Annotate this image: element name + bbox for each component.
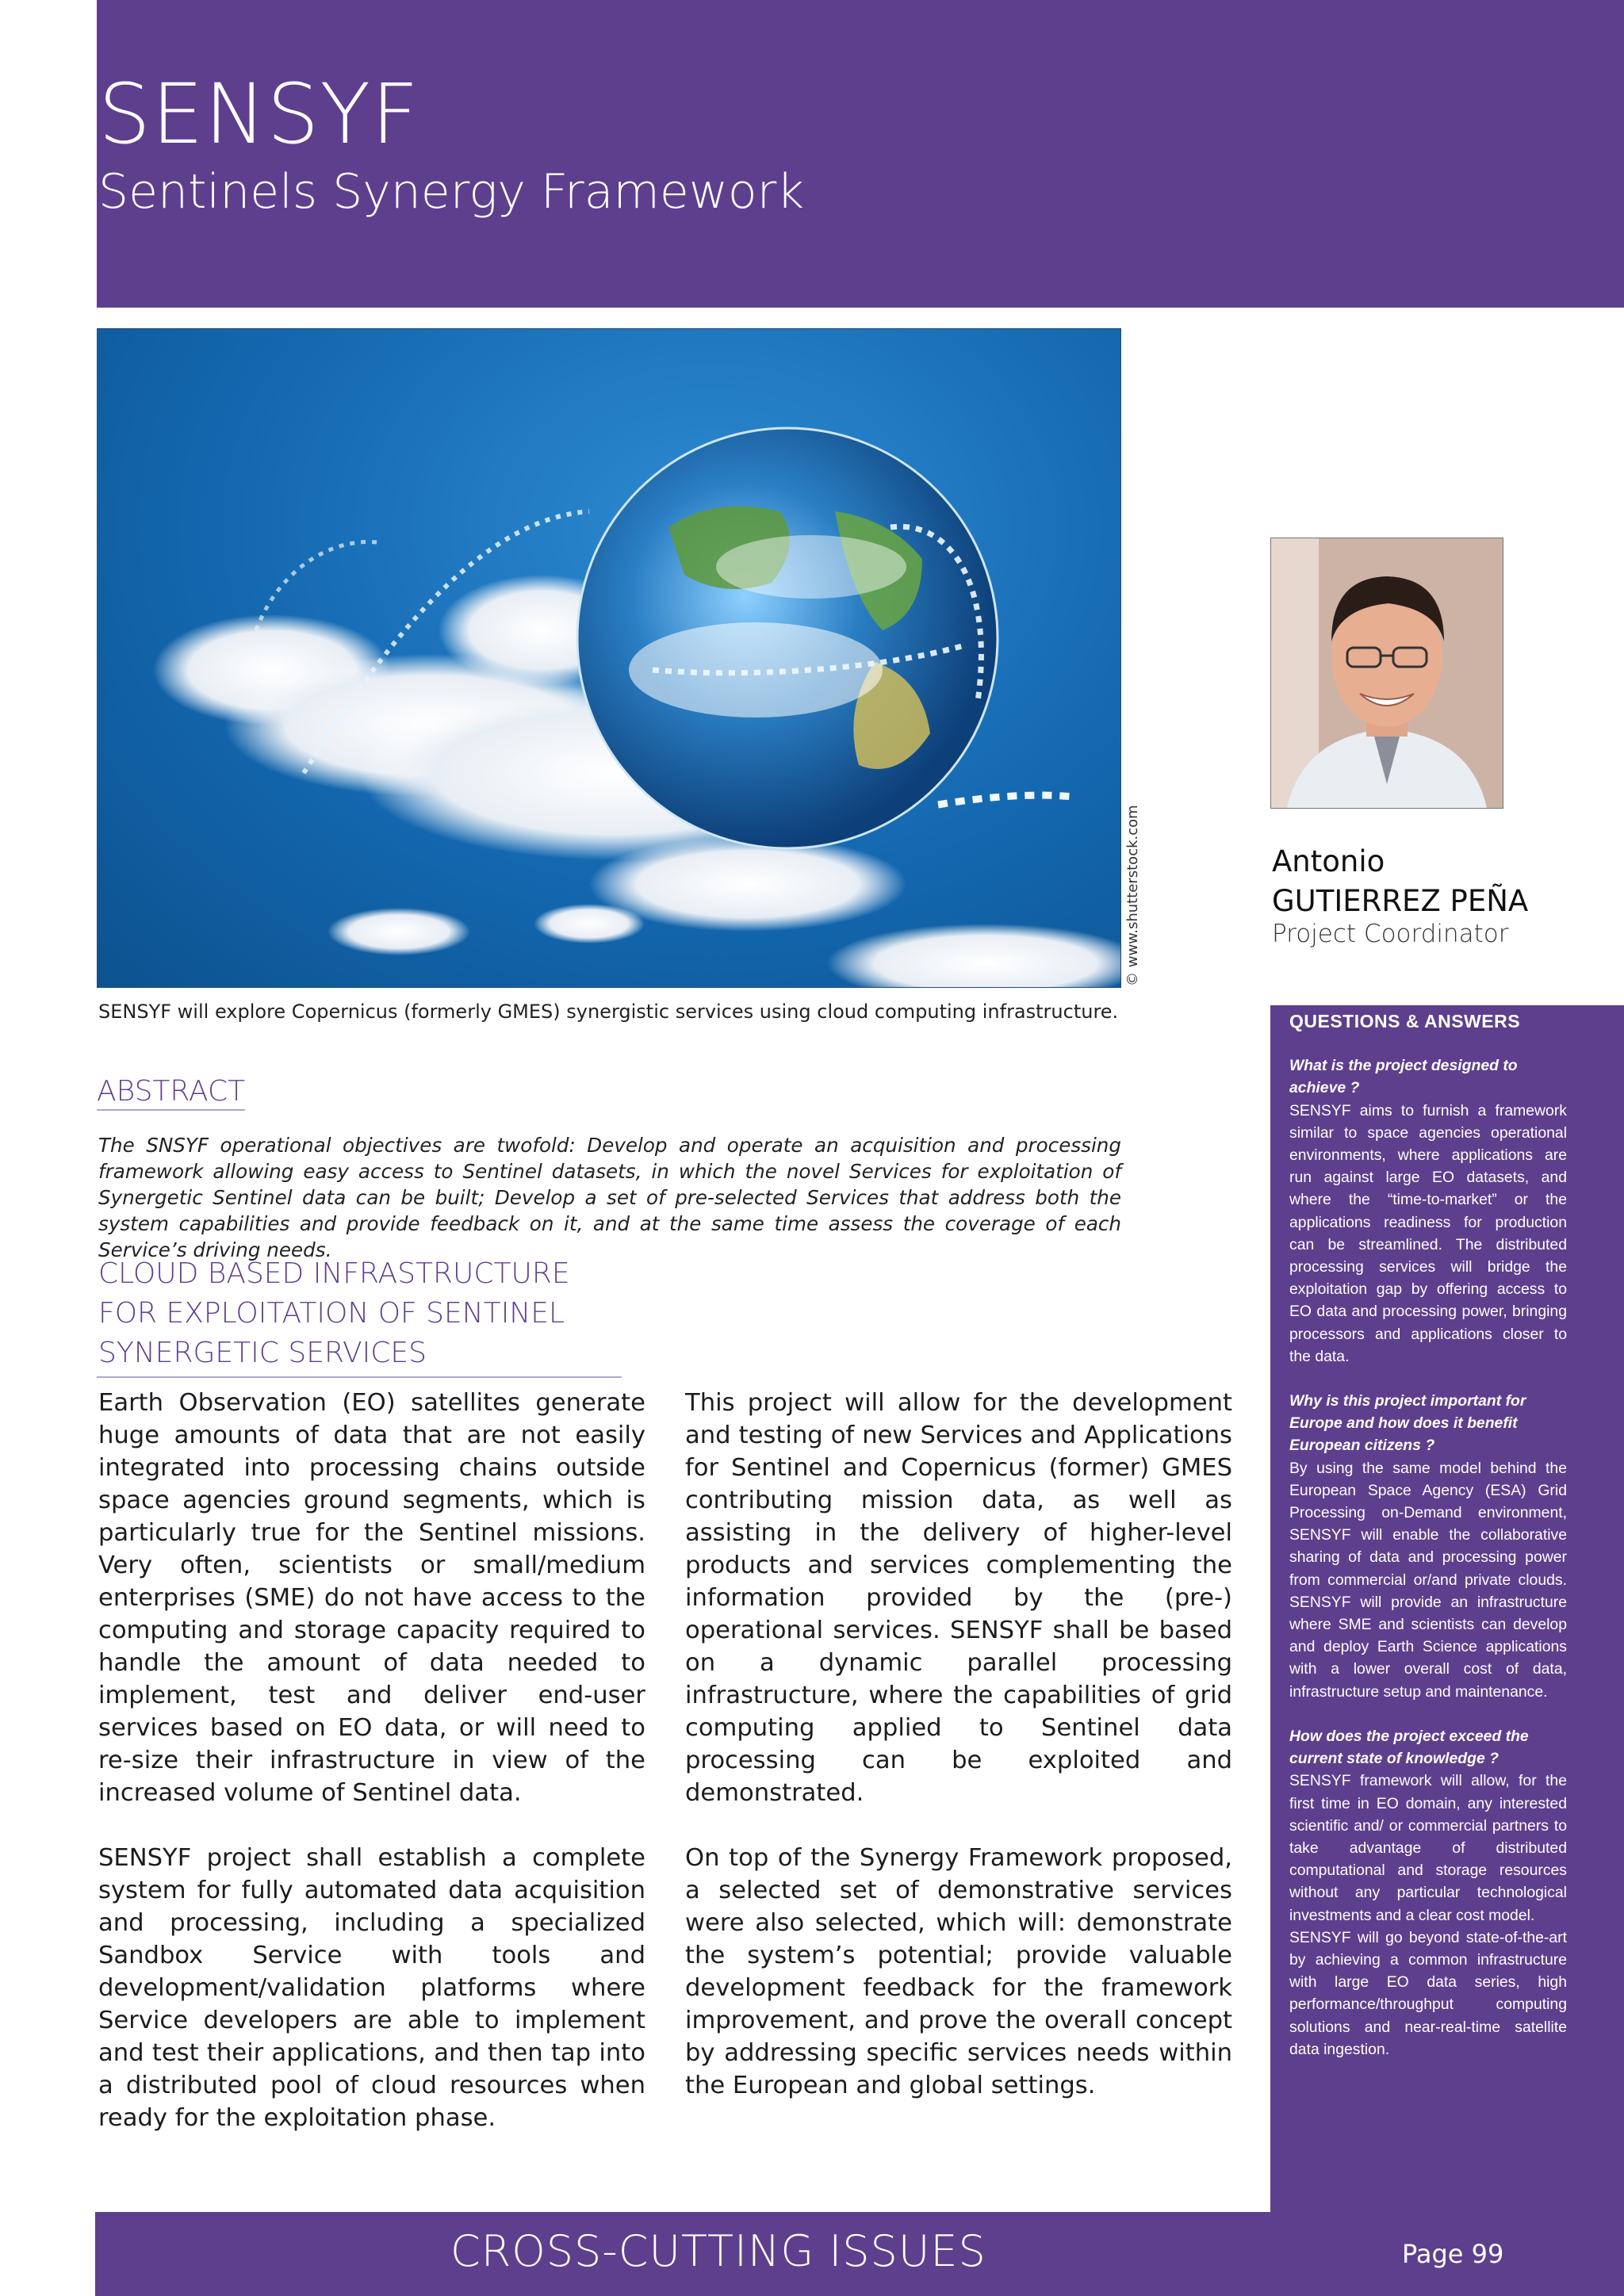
body-paragraph: On top of the Synergy Framework proposed, a selected set of demonstrative services were also selected, which will: demonstrate the system’s potential; provide valuable development feedback for the framework improvement, and prove the overall concept by addressing specific services needs within the European and global settings. <box>685 1844 1232 2099</box>
page-number: Page 99 <box>1402 2239 1504 2269</box>
page-title: SENSYF <box>98 66 419 163</box>
footer-section-title: CROSS-CUTTING ISSUES <box>450 2226 986 2276</box>
body-paragraph: This project will allow for the development and testing of new Services and Applications for Sentinel and Copernicus (former) GMES contributing mission data, as well as assisting in the delivery of higher-level products and services complementing the information provided by the (pre-) operational services. SENSYF shall be based on a dynamic parallel processing infrastructure, where the capabilities of grid computing applied to Sentinel data processing can be exploited and demonstrated. <box>685 1389 1232 1807</box>
section-heading: CLOUD BASED INFRASTRUCTURE FOR EXPLOITATION OF SENTINEL SYNERGETIC SERVICES <box>98 1257 570 1369</box>
qa-answer: By using the same model behind the European Space Agency (ESA) Grid Processing on-Demand environment, SENSYF will enable the collaborative sharing of data and processing power from commercial or/and private clouds. SENSYF will provide an infrastructure where SME and scientists can develop and deploy Earth Science applications with a lower overall cost of data, infrastructure setup and maintenance. <box>1289 1459 1567 1701</box>
portrait-illustration <box>1271 538 1503 808</box>
body-paragraph: Earth Observation (EO) satellites generate huge amounts of data that are not easily integrated into processing chains outside space agencies ground segments, which is particularly true for the Sentinel missions. Very often, scientists or small/medium enterprises (SME) do not have access to the computing and storage capacity required to handle the amount of data needed to implement, test and deliver end-user services based on EO data, or will need to re-size their infrastructure in view of the increased volume of Sentinel data. <box>98 1389 645 1807</box>
qa-question: Why is this project important for Europe and how does it benefit European citizens ? <box>1289 1392 1526 1455</box>
body-column-left <box>98 1387 645 2167</box>
globe-in-sky-illustration <box>98 329 1120 987</box>
image-credit: © www.shutterstock.com <box>1124 805 1141 986</box>
qa-question: What is the project designed to achieve ? <box>1289 1057 1518 1097</box>
abstract-text: The SNSYF operational objectives are twofold: Develop and operate an acquisition and processing framework allowing easy access to Sentinel datasets, in which the novel Services for exploitation of Synergetic Sentinel data can be built; Develop a set of pre-selected Services that address both the system capabilities and provide feedback on it, and at the same time assess the coverage of each Service’s driving needs. <box>98 1134 1121 1261</box>
qa-answer: SENSYF aims to furnish a framework similar to space agencies operational environments, where applications are run against large EO datasets, and where the “time-to-market” or the applications readiness for production can be streamlined. The distributed processing services will bridge the exploitation gap by offering access to EO data and processing power, bringing processors and applications closer to the data. <box>1289 1101 1567 1365</box>
section-heading-rule <box>97 1376 622 1378</box>
body-paragraph: SENSYF project shall establish a complete system for fully automated data acquisition and processing, including a specialized Sandbox Service with tools and development/validation platforms where Service developers are able to implement and test their applications, and then tap into a distributed pool of cloud resources when ready for the exploitation phase. <box>98 1844 645 2132</box>
qa-title: QUESTIONS & ANSWERS <box>1289 1011 1521 1031</box>
qa-question: How does the project exceed the current state of knowledge ? <box>1289 1727 1529 1768</box>
coordinator-name: Antonio GUTIERREZ PEÑA <box>1272 844 1529 918</box>
qa-answer: SENSYF will go beyond state-of-the-art by achieving a common infrastructure with large EO data series, high performance/throughput computing solutions and near-real-time satellite data ingestion. <box>1289 1928 1567 2058</box>
qa-content <box>1289 1005 1567 2061</box>
image-caption: SENSYF will explore Copernicus (formerly GMES) synergistic services using cloud computing infrastructure. <box>98 1001 1119 1023</box>
coordinator-role: Project Coordinator <box>1272 920 1509 948</box>
body-column-right <box>685 1387 1232 2134</box>
qa-sidebar <box>1270 1005 1624 2296</box>
header-band <box>97 0 1624 308</box>
page-subtitle: Sentinels Synergy Framework <box>98 164 805 220</box>
coordinator-photo <box>1270 538 1503 809</box>
hero-image <box>97 328 1121 988</box>
abstract-heading: ABSTRACT <box>97 1075 245 1111</box>
qa-answer: SENSYF framework will allow, for the first time in EO domain, any interested scientific and/ or commercial partners to take advantage of distributed computational and storage resources without any particular technological investments and a clear cost model. <box>1289 1772 1567 1924</box>
footer-band <box>95 2212 1624 2296</box>
